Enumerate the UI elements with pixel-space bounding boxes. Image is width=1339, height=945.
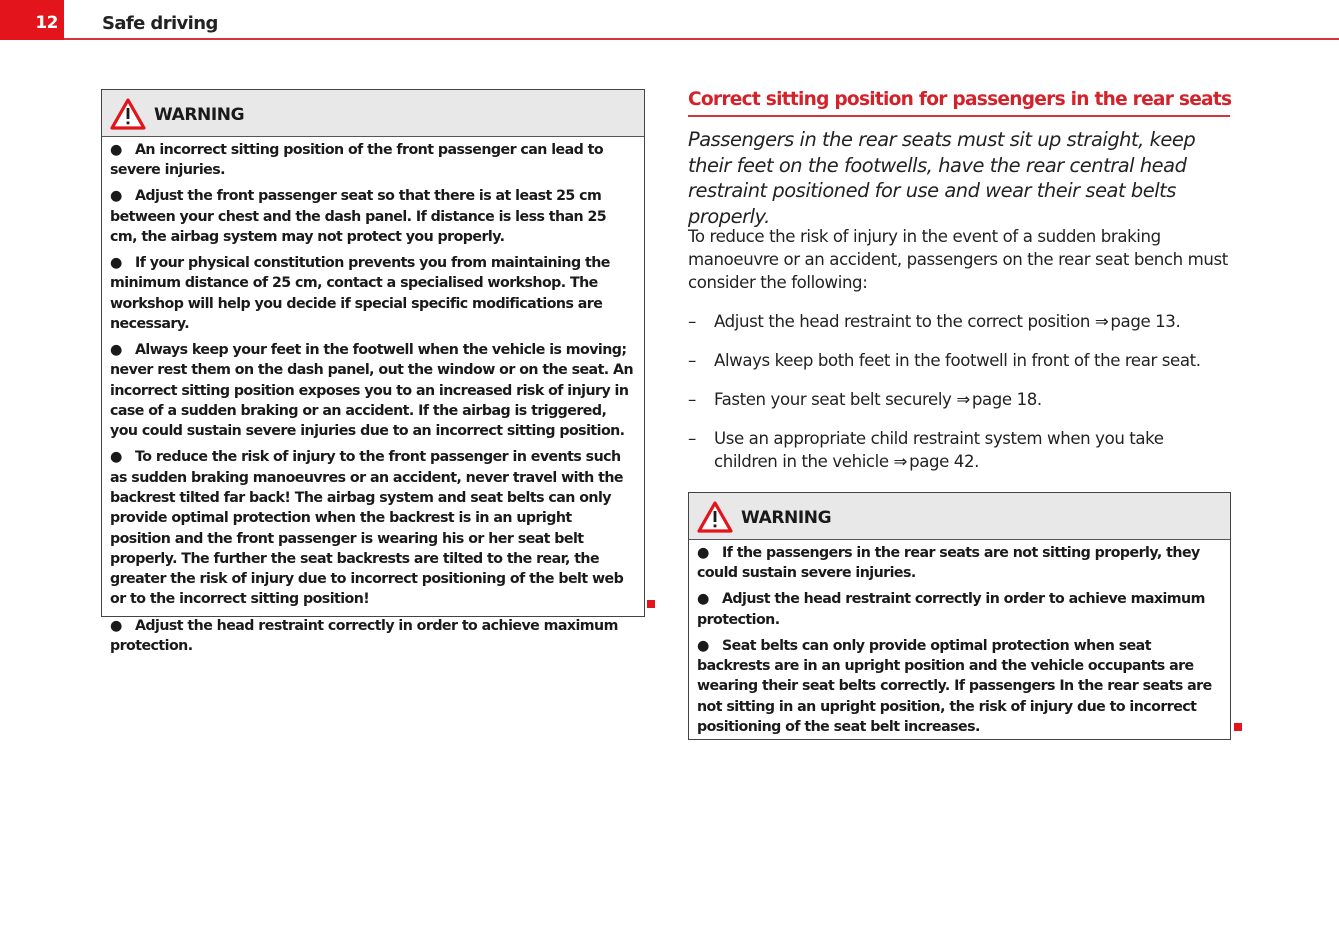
step-item: – Fasten your seat belt securely ⇒ page 18. xyxy=(688,390,1042,409)
step-text: Adjust the head restraint to the correct position xyxy=(714,312,1091,331)
warning-item-text: Seat belts can only provide optimal protection when seat backrests are in an upright position and the vehicle occupants are wearing their seat belts correctly. If passengers In the rear seats are not sitting in an upright position, the risk of injury due to incorrect positioning of the seat belt increases. xyxy=(697,637,1212,735)
warning-item-text: An incorrect sitting position of the front passenger can lead to severe injuries. xyxy=(110,142,604,179)
warning-item-text: Adjust the front passenger seat so that there is at least 25 cm between your chest and the dash panel. If distance is less than 25 cm, the airbag system may not protect you properly. xyxy=(110,188,607,245)
warning-item xyxy=(697,636,1222,737)
page-number: 12 xyxy=(35,13,58,33)
warning-item xyxy=(110,340,636,441)
bullet-icon: ● xyxy=(110,342,122,359)
xref-arrow-icon: ⇒ xyxy=(956,390,970,409)
section-intro: Passengers in the rear seats must sit up straight, keep their feet on the footwells, have the rear central head restraint positioned for use and wear their seat belts properly. xyxy=(688,128,1196,228)
dash-marker: – xyxy=(688,429,696,448)
bullet-icon: ● xyxy=(110,255,122,272)
warning-item-text: If your physical constitution prevents you from maintaining the minimum distance of 25 cm, contact a specialised workshop. The workshop will help you decide if special specific modifications are necessary. xyxy=(110,255,610,332)
running-header-title: Safe driving xyxy=(102,13,218,34)
step-item: – Use an appropriate child restraint system when you take children in the vehicle ⇒ page 42. xyxy=(688,429,1164,471)
section-heading: Correct sitting position for passengers in the rear seats xyxy=(688,89,1232,110)
bullet-icon: ● xyxy=(697,591,709,608)
warning-item xyxy=(697,543,1222,584)
warning-item xyxy=(110,253,636,334)
bullet-icon: ● xyxy=(697,637,709,654)
warning-item-text: If the passengers in the rear seats are not sitting properly, they could sustain severe injuries. xyxy=(697,545,1200,582)
warning-item-text: Adjust the head restraint correctly in order to achieve maximum protection. xyxy=(697,591,1205,628)
page-number-block xyxy=(0,0,64,40)
bullet-icon: ● xyxy=(110,617,122,634)
section-heading-underline xyxy=(688,115,1230,117)
dash-marker: – xyxy=(688,351,696,370)
warning-item-text: Adjust the head restraint correctly in order to achieve maximum protection. xyxy=(110,617,618,654)
xref-arrow-icon: ⇒ xyxy=(893,452,908,471)
page-xref-link[interactable]: page 13 xyxy=(1110,312,1176,331)
step-item: – Adjust the head restraint to the correct position ⇒ page 13. xyxy=(688,312,1181,331)
warning-item xyxy=(110,186,636,247)
header-divider xyxy=(64,38,1339,40)
section-paragraph: To reduce the risk of injury in the event of a sudden braking manoeuvre or an accident, passengers on the rear seat bench must consider the following: xyxy=(688,227,1228,292)
warning-body xyxy=(689,540,1230,741)
warning-item-text: To reduce the risk of injury to the front passenger in events such as sudden braking manoeuvres or an accident, never travel with the backrest tilted far back! The airbag system and seat belts can only provide optimal protection when the backrest is in an upright position and the front passenger is wearing his or her seat belt properly. The further the seat backrests are tilted to the rear, the greater the risk of injury due to incorrect positioning of the belt web or to the incorrect sitting position! xyxy=(110,449,624,608)
step-item xyxy=(688,349,1236,372)
section-end-marker xyxy=(647,600,655,608)
warning-item-text: Always keep your feet in the footwell when the vehicle is moving; never rest them on the dash panel, out the window or on the seat. An incorrect sitting position exposes you to an increased risk of injury in case of a sudden braking or an accident. If the airbag is triggered, you could sustain severe injuries due to an incorrect sitting position. xyxy=(110,342,634,440)
warning-title: WARNING xyxy=(154,105,245,125)
dash-marker: – xyxy=(688,390,696,409)
page-xref-link[interactable]: page 42 xyxy=(909,452,975,471)
warning-title: WARNING xyxy=(741,508,832,528)
warning-triangle-icon xyxy=(697,501,733,533)
warning-box-rear-passengers xyxy=(688,492,1231,740)
dash-marker: – xyxy=(688,312,696,331)
warning-header xyxy=(689,493,1230,540)
bullet-icon: ● xyxy=(110,188,122,205)
bullet-icon: ● xyxy=(697,545,709,561)
step-text: Fasten your seat belt securely xyxy=(714,390,952,409)
warning-triangle-icon xyxy=(110,98,146,130)
bullet-icon: ● xyxy=(110,142,122,158)
warning-item xyxy=(110,447,636,609)
warning-header xyxy=(102,90,644,137)
warning-item xyxy=(110,140,636,181)
warning-item xyxy=(110,616,636,657)
section-end-marker xyxy=(1234,723,1242,731)
step-text: Always keep both feet in the footwell in front of the rear seat. xyxy=(714,351,1201,370)
warning-item xyxy=(697,589,1222,630)
warning-body xyxy=(102,137,644,660)
page-xref-link[interactable]: page 18 xyxy=(971,390,1037,409)
warning-box-front-passenger xyxy=(101,89,645,654)
bullet-icon: ● xyxy=(110,449,122,466)
xref-arrow-icon: ⇒ xyxy=(1094,312,1109,331)
step-text: Use an appropriate child restraint system when you take children in the vehicle xyxy=(714,429,1164,471)
